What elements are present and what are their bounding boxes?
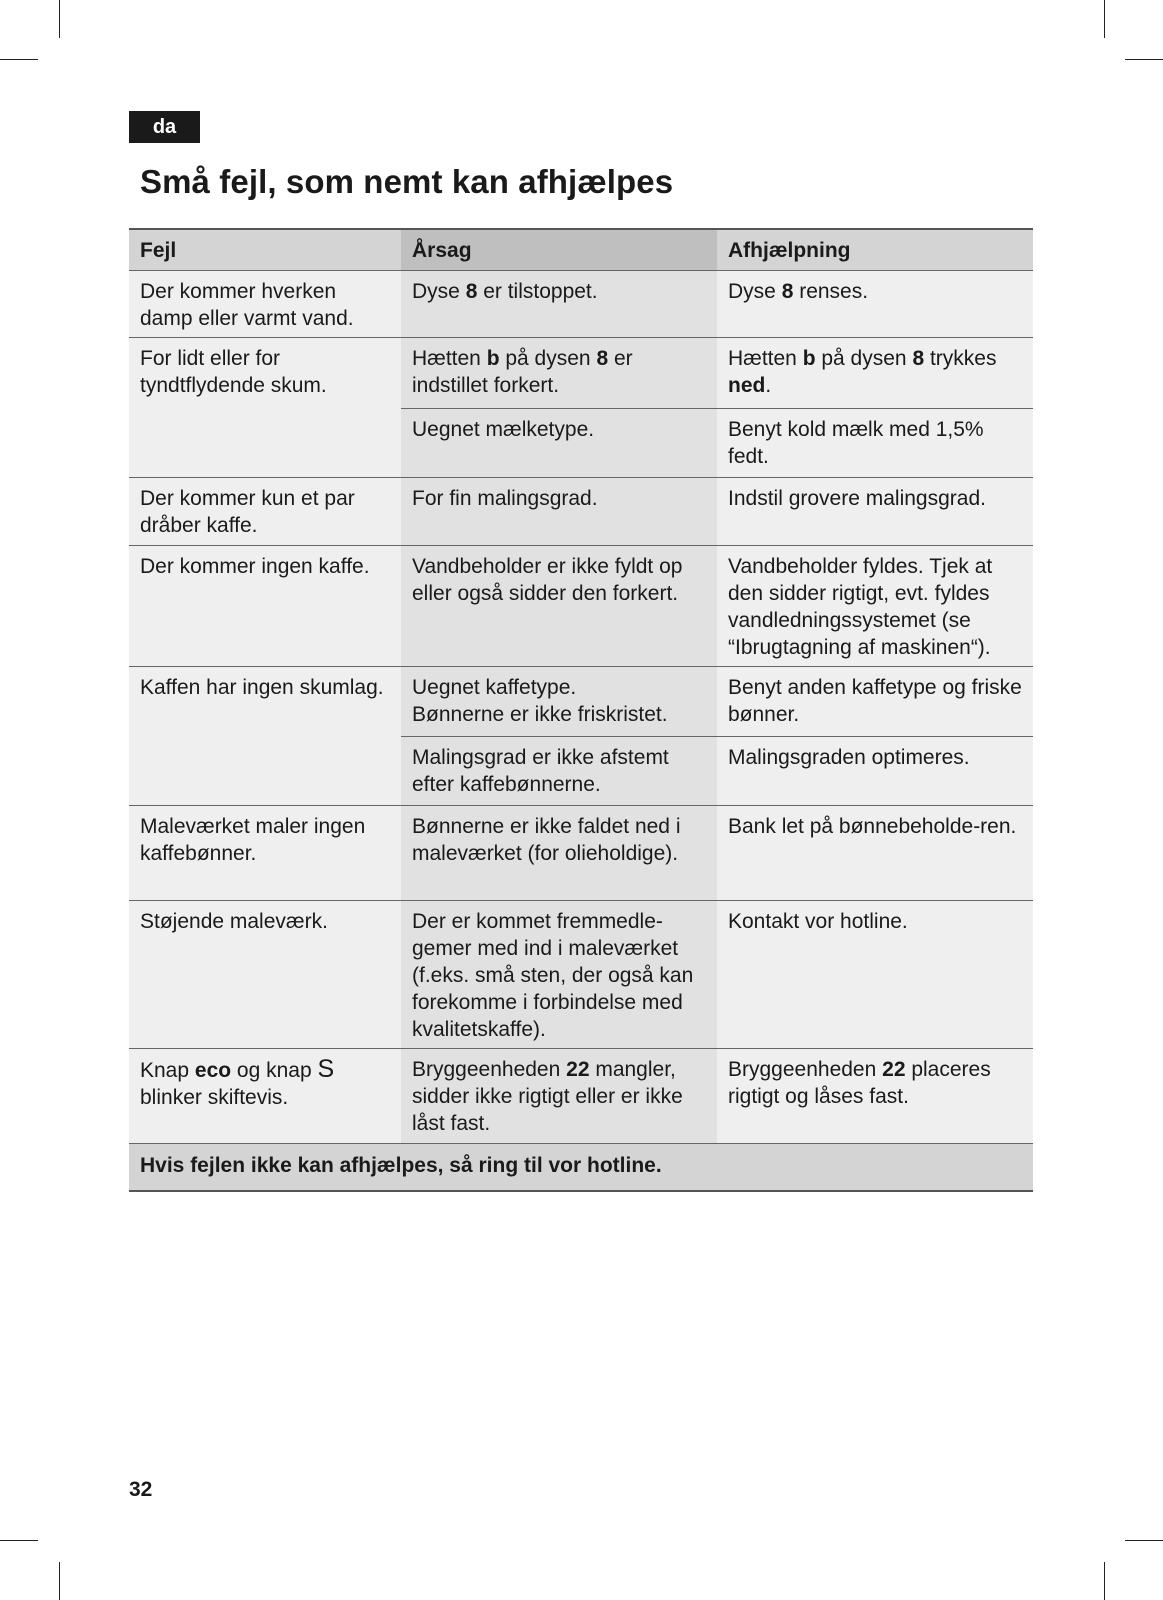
fejl-cell: Maleværket maler ingen kaffebønner. [129, 806, 401, 900]
afhjaelpning-cell: Dyse 8 renses. [717, 271, 1033, 337]
crop-mark [59, 0, 60, 38]
crop-mark [1104, 0, 1105, 38]
arsag-cell: Dyse 8 er tilstoppet. [401, 271, 717, 337]
troubleshooting-table [129, 228, 1033, 1192]
afhjaelpning-cell: Benyt kold mælk med 1,5% fedt. [717, 409, 1033, 477]
crop-mark [59, 1562, 60, 1600]
arsag-cell: Bryggeenheden 22 mangler, sidder ikke rigtigt eller er ikke låst fast. [401, 1049, 717, 1143]
table-row [129, 667, 1033, 806]
page-title: Små fejl, som nemt kan afhjælpes [140, 163, 674, 200]
fejl-cell: Støjende maleværk. [129, 901, 401, 1048]
afhjaelpning-cell: Indstil grovere malingsgrad. [717, 478, 1033, 545]
crop-mark [1125, 1540, 1163, 1541]
page-number: 32 [129, 1478, 153, 1501]
afhjaelpning-cell: Benyt anden kaffetype og friske bønner. [717, 667, 1033, 736]
table-row [129, 1049, 1033, 1144]
table-header-row [129, 230, 1033, 271]
fejl-cell: For lidt eller for tyndtflydende skum. [129, 338, 401, 477]
crop-mark [1125, 59, 1163, 60]
arsag-cell: Hætten b på dysen 8 er indstillet forkert. [401, 338, 717, 408]
fejl-cell: Der kommer kun et par dråber kaffe. [129, 478, 401, 545]
crop-mark [1104, 1562, 1105, 1600]
table-row [129, 546, 1033, 667]
fejl-cell: Der kommer ingen kaffe. [129, 546, 401, 666]
arsag-cell: Der er kommet fremmedle-gemer med ind i maleværket (f.eks. små sten, der også kan forekomme i forbindelse med kvalitetskaffe). [401, 901, 717, 1048]
fejl-cell: Der kommer hverken damp eller varmt vand. [129, 271, 401, 337]
arsag-cell: Uegnet mælketype. [401, 409, 717, 477]
header-fejl: Fejl [129, 230, 401, 270]
afhjaelpning-cell: Vandbeholder fyldes. Tjek at den sidder rigtigt, evt. fyldes vandledningssystemet (se “Ibrugtagning af maskinen“). [717, 546, 1033, 666]
table-row [129, 478, 1033, 546]
crop-mark [0, 59, 38, 60]
arsag-cell: Vandbeholder er ikke fyldt op eller også sidder den forkert. [401, 546, 717, 666]
header-arsag: Årsag [401, 230, 717, 270]
arsag-cell: Bønnerne er ikke faldet ned i maleværket (for olieholdige). [401, 806, 717, 900]
arsag-cell: Uegnet kaffetype. Bønnerne er ikke friskristet. [401, 667, 717, 736]
language-badge: da [129, 111, 200, 143]
afhjaelpning-cell: Bank let på bønnebeholde-ren. [717, 806, 1033, 900]
fejl-cell: Kaffen har ingen skumlag. [129, 667, 401, 805]
table-row [129, 338, 1033, 478]
arsag-cell: For fin malingsgrad. [401, 478, 717, 545]
afhjaelpning-cell: Bryggeenheden 22 placeres rigtigt og låses fast. [717, 1049, 1033, 1143]
header-afhjaelpning: Afhjælpning [717, 230, 1033, 270]
afhjaelpning-cell: Hætten b på dysen 8 trykkes ned. [717, 338, 1033, 408]
table-row [129, 806, 1033, 901]
crop-mark [0, 1540, 38, 1541]
table-row [129, 271, 1033, 338]
afhjaelpning-cell: Kontakt vor hotline. [717, 901, 1033, 1048]
arsag-cell: Malingsgrad er ikke afstemt efter kaffebønnerne. [401, 737, 717, 805]
fejl-cell: Knap eco og knap S blinker skiftevis. [129, 1049, 401, 1143]
table-footer: Hvis fejlen ikke kan afhjælpes, så ring til vor hotline. [129, 1144, 1033, 1192]
afhjaelpning-cell: Malingsgraden optimeres. [717, 737, 1033, 805]
table-row [129, 901, 1033, 1049]
